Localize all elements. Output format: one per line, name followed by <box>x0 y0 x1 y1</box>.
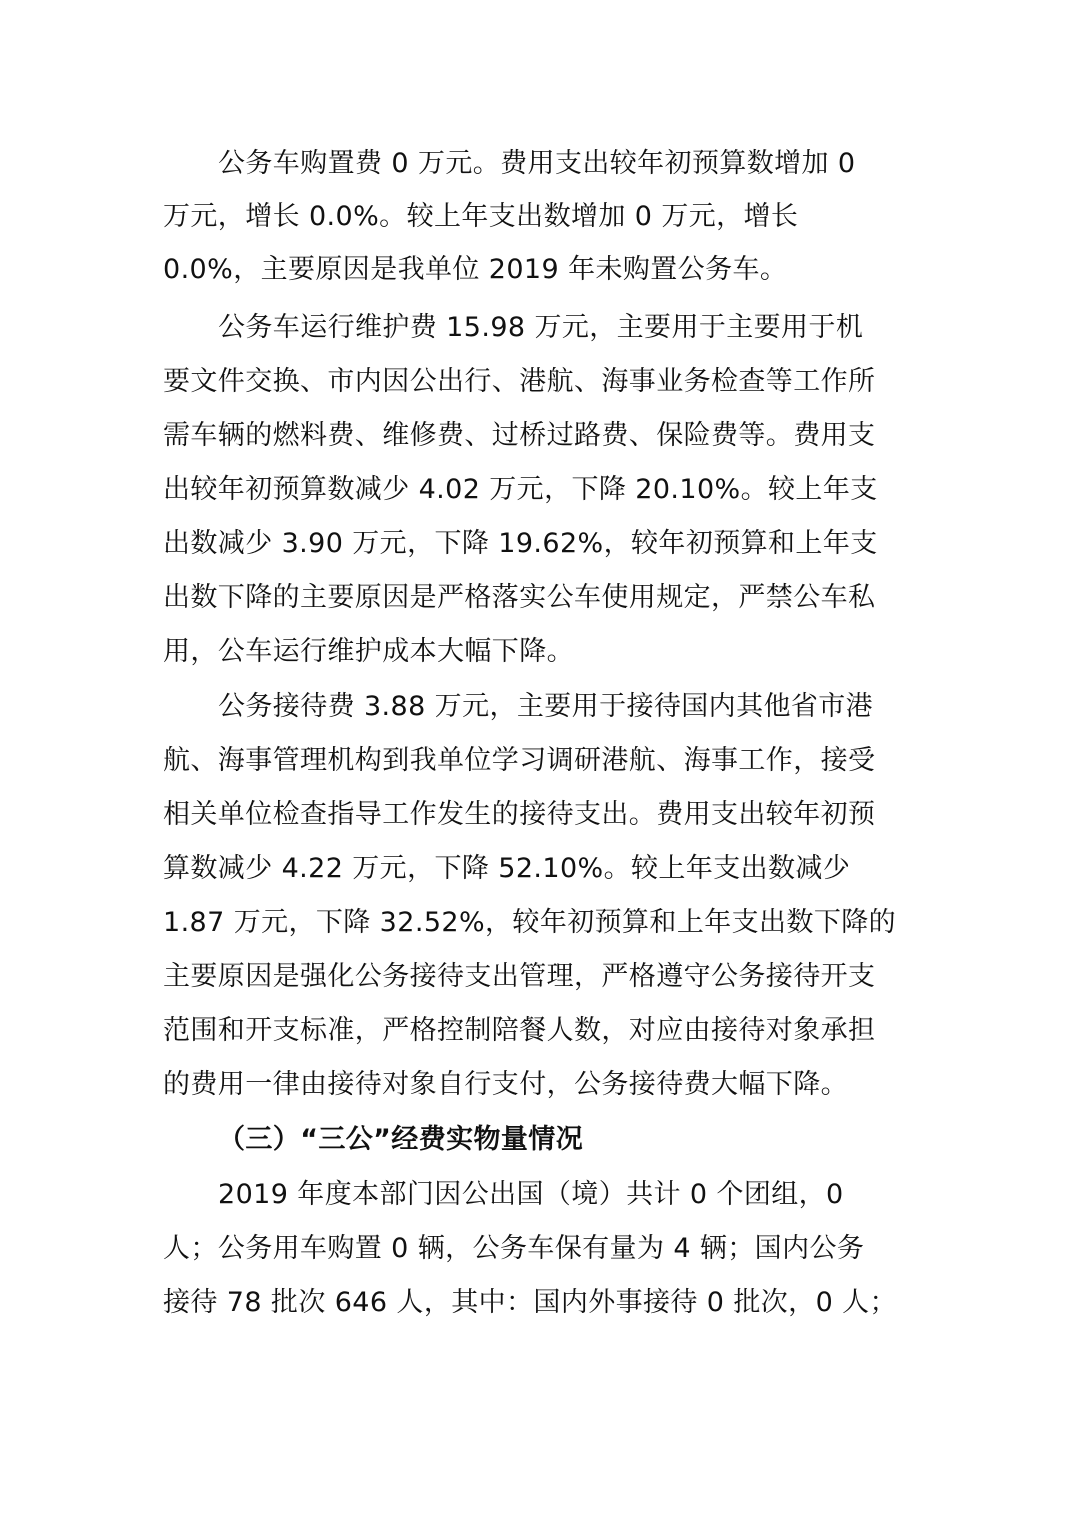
vehicle-maintenance-line-7: 用，公车运行维护成本大幅下降。 <box>163 636 574 667</box>
reception-line-4: 算数减少 4.22 万元，下降 52.10%。较上年支出数减少 <box>163 853 851 884</box>
vehicle-maintenance-line-6: 出数下降的主要原因是严格落实公车使用规定，严禁公车私 <box>163 582 876 613</box>
vehicle-maintenance-line-3: 需车辆的燃料费、维修费、过桥过路费、保险费等。费用支 <box>163 420 876 451</box>
vehicle-maintenance-line-5: 出数减少 3.90 万元，下降 19.62%，较年初预算和上年支 <box>163 528 878 559</box>
vehicle-maintenance-line-2: 要文件交换、市内因公出行、港航、海事业务检查等工作所 <box>163 366 876 397</box>
reception-line-3: 相关单位检查指导工作发生的接待支出。费用支出较年初预 <box>163 799 876 830</box>
physical-quantity-line-2: 人；公务用车购置 0 辆，公务车保有量为 4 辆；国内公务 <box>163 1233 865 1264</box>
vehicle-purchase-line-3: 0.0%，主要原因是我单位 2019 年未购置公务车。 <box>163 254 788 285</box>
section-heading: （三）“三公”经费实物量情况 <box>218 1124 584 1155</box>
reception-line-1: 公务接待费 3.88 万元，主要用于接待国内其他省市港 <box>218 691 874 722</box>
vehicle-maintenance-line-4: 出较年初预算数减少 4.02 万元，下降 20.10%。较上年支 <box>163 474 878 505</box>
reception-line-7: 范围和开支标准，严格控制陪餐人数，对应由接待对象承担 <box>163 1015 876 1046</box>
vehicle-purchase-line-2: 万元，增长 0.0%。较上年支出数增加 0 万元，增长 <box>163 201 799 232</box>
reception-line-5: 1.87 万元，下降 32.52%，较年初预算和上年支出数下降的 <box>163 907 897 938</box>
reception-line-6: 主要原因是强化公务接待支出管理，严格遵守公务接待开支 <box>163 961 876 992</box>
reception-line-8: 的费用一律由接待对象自行支付，公务接待费大幅下降。 <box>163 1069 848 1100</box>
physical-quantity-line-3: 接待 78 批次 646 人，其中：国内外事接待 0 批次，0 人； <box>163 1287 897 1318</box>
vehicle-purchase-line-1: 公务车购置费 0 万元。费用支出较年初预算数增加 0 <box>218 148 856 179</box>
physical-quantity-line-1: 2019 年度本部门因公出国（境）共计 0 个团组，0 <box>218 1179 844 1210</box>
reception-line-2: 航、海事管理机构到我单位学习调研港航、海事工作，接受 <box>163 745 876 776</box>
vehicle-maintenance-line-1: 公务车运行维护费 15.98 万元，主要用于主要用于机 <box>218 312 864 343</box>
